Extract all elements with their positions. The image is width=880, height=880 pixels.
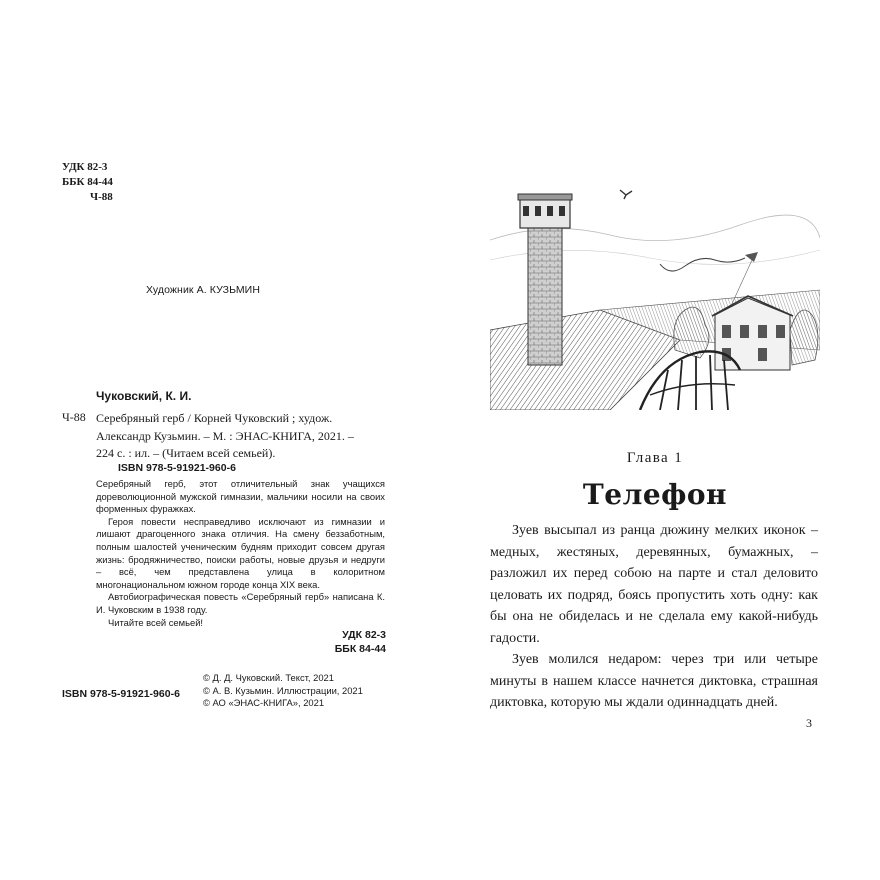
copyright-block: [203, 672, 363, 710]
bbk-code: ББК 84-44: [62, 176, 113, 188]
body-paragraph: Зуев высыпал из ранца дюжину мелких иконок – медных, жестяных, деревянных, бумажных, – разложил их перед собою на парте и стал деловито целовать их подряд, боясь пропустить хоть одну: как бы она не обиделась и не сделала ему какой-нибудь гадости.: [490, 523, 818, 646]
biblio-line: Серебряный герб / Корней Чуковский ; худож.: [96, 411, 333, 425]
annotation: [96, 478, 385, 629]
chapter-title: Телефон: [582, 478, 728, 511]
page-number: 3: [806, 716, 812, 730]
chapter-illustration: [490, 180, 820, 410]
copyright-line: © Д. Д. Чуковский. Текст, 2021: [203, 672, 334, 683]
udk-classification-top: [62, 160, 113, 205]
copyright-line: © А. В. Кузьмин. Иллюстрации, 2021: [203, 684, 363, 696]
bird-icon: [620, 190, 632, 199]
isbn-bottom: ISBN 978-5-91921-960-6: [62, 688, 180, 700]
bbk-code: ББК 84-44: [334, 643, 386, 655]
annotation-paragraph: Автобиографическая повесть «Серебряный герб» написана К. И. Чуковским в 1938 году.: [96, 591, 385, 615]
annotation-paragraph: Читайте всей семьей!: [108, 616, 204, 628]
udk-classification-bottom: [335, 628, 386, 656]
artist-credit: Художник А. КУЗЬМИН: [146, 284, 261, 296]
udk-code: УДК 82-3: [342, 629, 386, 641]
author-heading: Чуковский, К. И.: [96, 389, 192, 403]
body-paragraph: Зуев молился недаром: через три или четыре минуты в нашем классе начнется диктовка, страшная диктовка, которую мы ждали одиннадцать дней.: [490, 652, 818, 710]
author-mark: Ч-88: [90, 191, 113, 203]
biblio-line: Александр Кузьмин. – М. : ЭНАС-КНИГА, 2021. –: [96, 428, 354, 443]
biblio-line: 224 с. : ил. – (Читаем всей семьей).: [96, 446, 276, 460]
annotation-paragraph: Героя повести несправедливо исключают из гимназии и лишают драгоценного знака отличия. На смену беззаботным, полным шалостей ученическим будням приходит совсем другая жизнь: бродяжничество, поиски работы, новые друзья и недруги – всё, чем представлена улица в колоритном многонациональном южном городе конца XIX века.: [96, 515, 385, 590]
bibliographic-description: [96, 410, 396, 463]
isbn-main: ISBN 978-5-91921-960-6: [118, 462, 236, 474]
udk-code: УДК 82-3: [62, 161, 108, 173]
annotation-paragraph: Серебряный герб, этот отличительный знак учащихся дореволюционной мужской гимназии, мальчики носили на своих форменных фуражках.: [96, 478, 385, 515]
author-mark-code: Ч-88: [62, 410, 86, 424]
chapter-label: Глава 1: [626, 450, 684, 466]
copyright-line: © АО «ЭНАС-КНИГА», 2021: [203, 697, 325, 708]
chapter-body: [490, 520, 818, 714]
